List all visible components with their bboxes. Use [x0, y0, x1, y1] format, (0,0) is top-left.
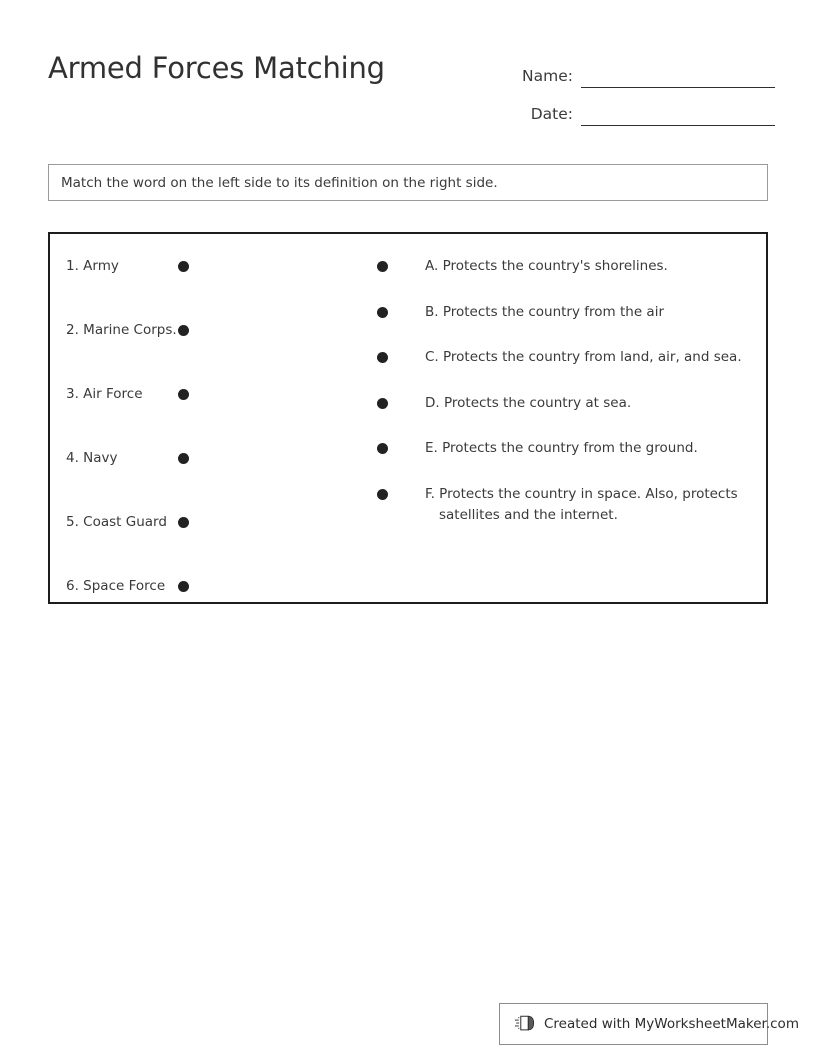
- definition-match-dot[interactable]: [377, 307, 388, 318]
- term-item: [66, 576, 226, 640]
- term-label: 1. Army: [66, 258, 119, 274]
- date-field-label: Date:: [530, 105, 573, 123]
- date-field-row: [505, 88, 775, 126]
- matching-exercise-box: [48, 232, 768, 604]
- definition-item: [377, 256, 757, 302]
- definition-item: [377, 438, 757, 484]
- matching-columns: [50, 234, 766, 602]
- definition-label: D. Protects the country at sea.: [425, 394, 632, 411]
- term-label: 3. Air Force: [66, 386, 143, 402]
- name-field-label: Name:: [522, 67, 573, 85]
- student-info-fields: [505, 50, 775, 126]
- definition-label: B. Protects the country from the air: [425, 303, 664, 320]
- definition-item: [377, 347, 757, 393]
- definition-match-dot[interactable]: [377, 352, 388, 363]
- definition-item: [377, 484, 757, 530]
- term-match-dot[interactable]: [178, 581, 189, 592]
- term-match-dot[interactable]: [178, 325, 189, 336]
- definition-match-dot[interactable]: [377, 398, 388, 409]
- definition-match-dot[interactable]: [377, 443, 388, 454]
- term-match-dot[interactable]: [178, 389, 189, 400]
- term-item: [66, 384, 226, 448]
- term-label: 2. Marine Corps.: [66, 322, 177, 338]
- term-match-dot[interactable]: [178, 261, 189, 272]
- definition-label: F. Protects the country in space. Also, protects satellites and the internet.: [425, 485, 738, 523]
- term-label: 6. Space Force: [66, 578, 166, 594]
- definition-label: E. Protects the country from the ground.: [425, 440, 698, 456]
- definition-label: A. Protects the country's shorelines.: [425, 258, 668, 274]
- definitions-column: [377, 256, 757, 529]
- term-item: [66, 448, 226, 512]
- date-field-input[interactable]: [581, 103, 775, 126]
- worksheet-header: [0, 0, 816, 140]
- term-label: 5. Coast Guard: [66, 514, 167, 530]
- footer-attribution-badge[interactable]: [499, 1003, 799, 1045]
- name-field-input[interactable]: [581, 65, 775, 88]
- worksheet-maker-logo-icon: [514, 1013, 536, 1035]
- definition-label: C. Protects the country from land, air, and sea.: [425, 349, 742, 365]
- definition-item: [377, 393, 757, 439]
- term-match-dot[interactable]: [178, 517, 189, 528]
- definition-match-dot[interactable]: [377, 489, 388, 500]
- term-item: [66, 256, 226, 320]
- terms-column: [66, 256, 226, 640]
- page-title: Armed Forces Matching: [48, 51, 385, 85]
- instruction-text: Match the word on the left side to its definition on the right side.: [61, 174, 498, 191]
- term-match-dot[interactable]: [178, 453, 189, 464]
- footer-attribution-text: Created with MyWorksheetMaker.com: [544, 1016, 799, 1032]
- term-item: [66, 512, 226, 576]
- term-item: [66, 320, 226, 384]
- instruction-box: [48, 164, 768, 201]
- definition-match-dot[interactable]: [377, 261, 388, 272]
- term-label: 4. Navy: [66, 450, 118, 466]
- definition-item: [377, 302, 757, 348]
- name-field-row: [505, 50, 775, 88]
